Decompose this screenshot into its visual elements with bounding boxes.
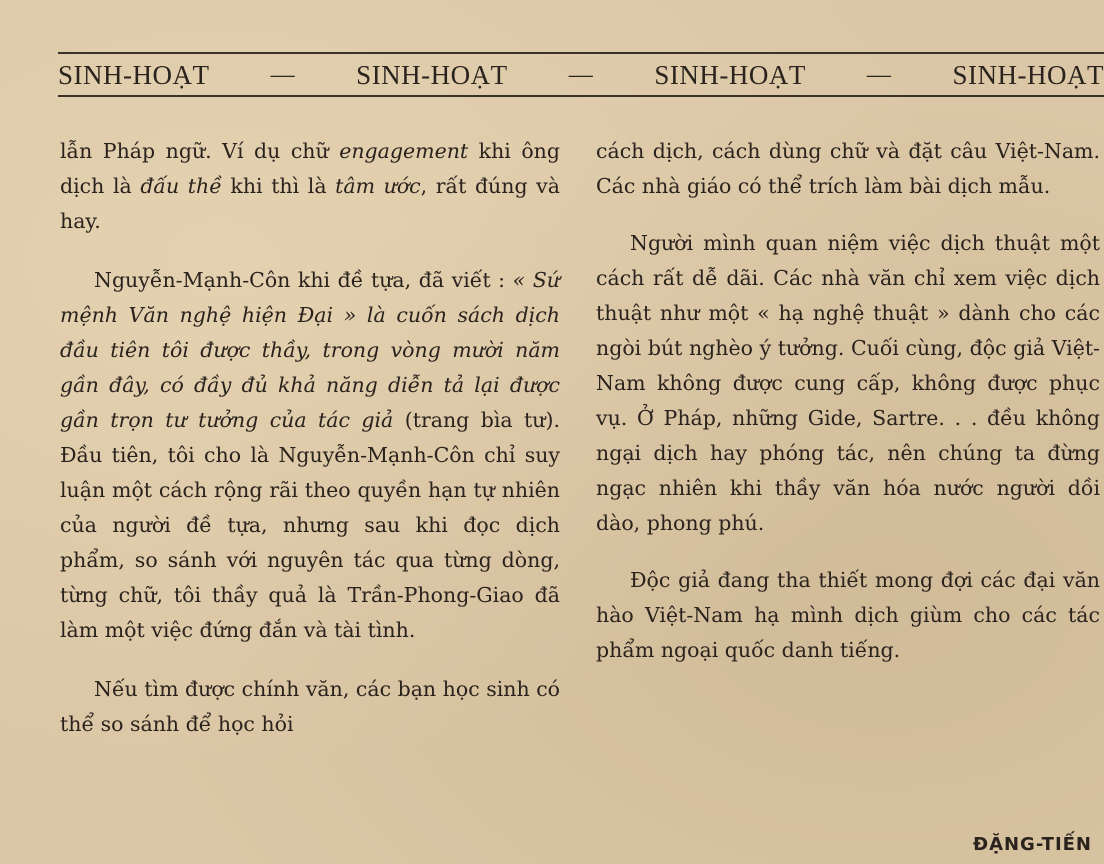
paragraph-continuation <box>60 134 560 239</box>
author-signature: ĐẶNG-TIẾN <box>972 834 1092 855</box>
italic-quotation: « Sứ mệnh Văn nghệ hiện Đại » là cuốn sách dịch đầu tiên tôi được thầy, trong vòng mười năm gần đây, có đầy đủ khả năng diễn tả lại được gần trọn tư tưởng của tác giả <box>60 268 560 432</box>
header-section-title: SINH-HOẠT <box>58 59 210 90</box>
right-column <box>596 134 1100 668</box>
italic-term: engagement <box>339 139 469 163</box>
header-rule-bottom <box>58 95 1104 97</box>
italic-term: đấu thề <box>140 174 222 198</box>
text-run: khi thì là <box>221 174 336 198</box>
running-header <box>58 58 1104 92</box>
text-run: khi ông dịch là <box>60 139 560 198</box>
italic-term: tâm ước <box>335 174 421 198</box>
text-run: lẫn Pháp ngữ. Ví dụ chữ <box>60 139 340 163</box>
header-section-title: SINH-HOẠT <box>356 59 508 90</box>
paragraph-body: Người mình quan niệm việc dịch thuật một cách rất dễ dãi. Các nhà văn chỉ xem việc dịch thuật như một « hạ nghệ thuật » dành cho các ngòi bút nghèo ý tưởng. Cuối cùng, độc giả Việt-Nam không được cung cấp, không được phục vụ. Ở Pháp, những Gide, Sartre. . . đều không ngại dịch hay phóng tác, nên chúng ta đừng ngạc nhiên khi thầy văn hóa nước người dồi dào, phong phú. <box>596 231 1100 535</box>
header-separator: — <box>270 61 296 88</box>
paragraph-continuation: cách dịch, cách dùng chữ và đặt câu Việt-Nam. Các nhà giáo có thể trích làm bài dịch mẫu. <box>596 139 1100 198</box>
text-run: , rất đúng và hay. <box>60 174 560 233</box>
header-rule-top <box>58 52 1104 54</box>
paragraph-closing: Nếu tìm được chính văn, các bạn học sinh có thể so sánh để học hỏi <box>60 677 561 736</box>
paragraph-final: Độc giả đang tha thiết mong đợi các đại văn hào Việt-Nam hạ mình dịch giùm cho các tác phẩm ngoại quốc danh tiếng. <box>596 568 1100 662</box>
text-run: (trang bìa tư). Đầu tiên, tôi cho là Nguyễn-Mạnh-Côn chỉ suy luận một cách rộng rãi theo quyền hạn tự nhiên của người đề tựa, nhưng sau khi đọc dịch phẩm, so sánh với nguyên tác qua từng dòng, từng chữ, tôi thầy quả là Trần-Phong-Giao đã làm một việc đứng đắn và tài tình. <box>60 408 560 642</box>
header-separator: — <box>866 61 892 88</box>
text-run: Nguyễn-Mạnh-Côn khi đề tựa, đã viết : <box>94 268 513 292</box>
header-section-title: SINH-HOẠT <box>952 59 1104 90</box>
left-column <box>60 134 560 742</box>
header-section-title: SINH-HOẠT <box>654 59 806 90</box>
header-separator: — <box>568 61 594 88</box>
paragraph-quote <box>60 263 560 648</box>
